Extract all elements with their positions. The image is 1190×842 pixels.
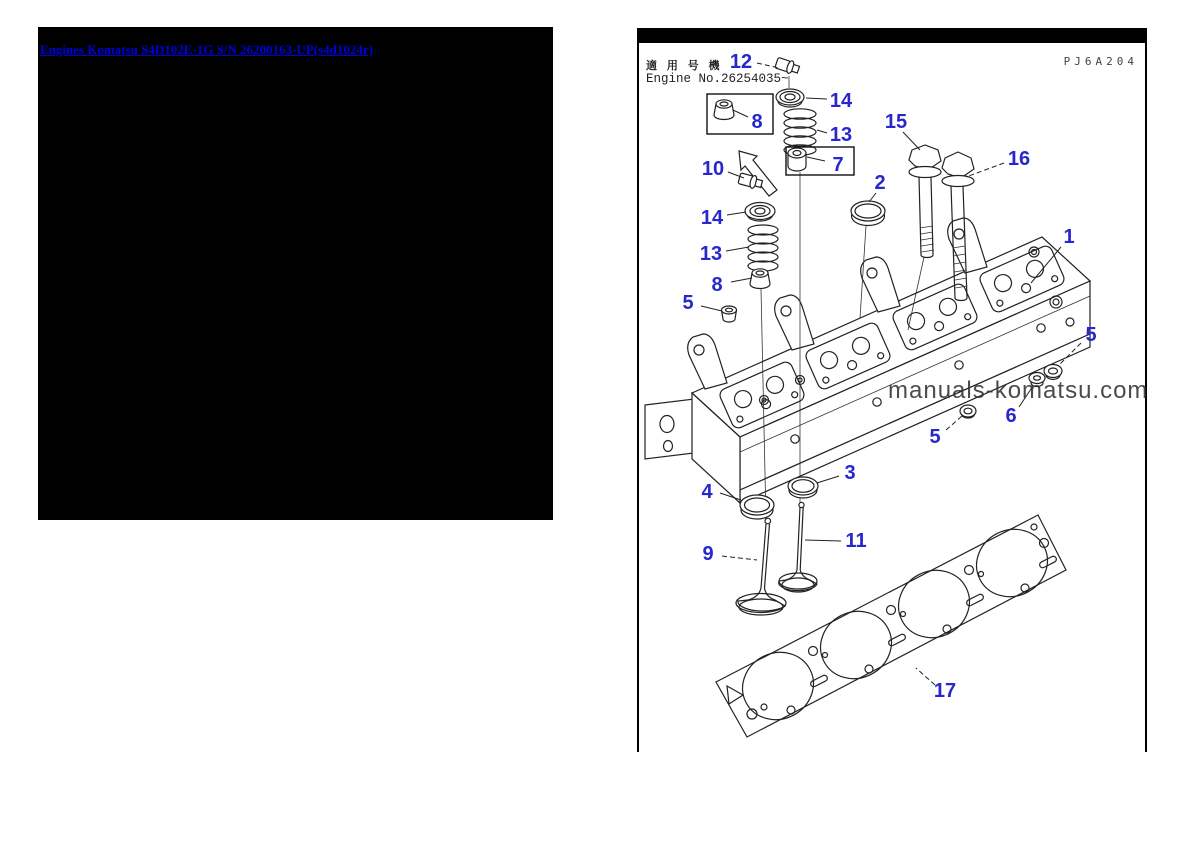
head-bolt-15-art xyxy=(909,145,941,258)
leader-line-7 xyxy=(807,157,825,161)
callout-4: 4 xyxy=(701,481,713,503)
leader-line-13 xyxy=(726,247,749,251)
spring-retainer-14b-art xyxy=(745,203,775,222)
callout-17: 17 xyxy=(933,680,957,702)
spring-retainer-14-art xyxy=(776,89,804,107)
callout-8: 8 xyxy=(711,274,723,296)
valve-seat-2-art xyxy=(851,201,885,226)
leader-line-14 xyxy=(806,98,827,99)
leader-line-5 xyxy=(946,416,962,430)
callout-8: 8 xyxy=(751,111,763,133)
leader-line-11 xyxy=(805,540,841,541)
plug-5-bottom-art xyxy=(960,405,976,418)
callout-15: 15 xyxy=(884,111,908,133)
leader-line-2 xyxy=(869,193,876,202)
left-black-panel xyxy=(38,27,553,520)
spring-seat-7-art xyxy=(788,148,806,171)
plate-code-label: PJ6A204 xyxy=(1063,55,1138,68)
engine-no-label: Engine No.26254035~ xyxy=(646,72,789,86)
valve-collet-12-art xyxy=(775,56,801,75)
leader-line-8 xyxy=(731,278,752,282)
leader-line-3 xyxy=(817,476,839,483)
callout-3: 3 xyxy=(844,462,856,484)
valve-9-art xyxy=(736,518,786,615)
breadcrumb-link[interactable]: Engines Komatsu S4D102E-1G S/N 26200163-UP(s4d1024r) xyxy=(40,42,373,57)
leader-line-9 xyxy=(722,556,757,560)
callout-11: 11 xyxy=(845,530,867,552)
cup-plug-5-art xyxy=(722,306,737,322)
valve-seat-3-art xyxy=(788,477,818,498)
leader-line-13 xyxy=(817,130,827,133)
applicable-machine-label: 適 用 号 機 xyxy=(646,59,723,72)
valve-spring-13b-art xyxy=(748,225,778,271)
leader-line-8 xyxy=(733,110,748,117)
stem-seal-8b-art xyxy=(750,269,770,289)
leader-line-14 xyxy=(727,212,746,215)
callout-2: 2 xyxy=(874,172,886,194)
watermark-text: manuals-komatsu.com xyxy=(888,377,1149,404)
callout-14: 14 xyxy=(829,90,853,112)
callout-5: 5 xyxy=(929,426,941,448)
callout-5: 5 xyxy=(682,292,694,314)
callout-9: 9 xyxy=(702,543,714,565)
callout-1: 1 xyxy=(1063,226,1075,248)
leader-line-5 xyxy=(701,306,722,311)
callout-5: 5 xyxy=(1085,324,1097,346)
callout-12: 12 xyxy=(729,51,753,73)
callout-16: 16 xyxy=(1007,148,1031,170)
valve-seat-4-art xyxy=(740,495,774,519)
leader-line-15 xyxy=(903,132,920,150)
leader-line-17 xyxy=(916,668,935,685)
callout-14: 14 xyxy=(700,207,724,229)
stem-seal-8-art xyxy=(714,100,734,120)
diagram-frame xyxy=(637,28,1147,752)
callout-6: 6 xyxy=(1005,405,1017,427)
head-gasket-17-art xyxy=(716,515,1066,737)
callout-13: 13 xyxy=(829,124,853,146)
valve-11-art xyxy=(779,502,817,592)
callout-7: 7 xyxy=(832,154,844,176)
callout-10: 10 xyxy=(701,158,725,180)
callout-13: 13 xyxy=(699,243,723,265)
